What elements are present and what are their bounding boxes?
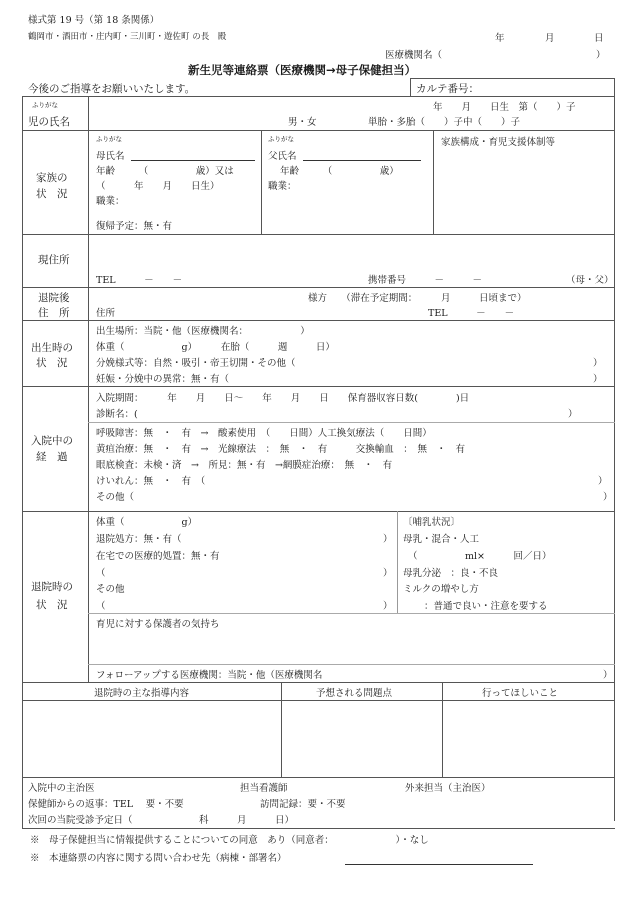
address-mobile: 携帯番号 － － — [368, 275, 483, 286]
father-age: 年齢 （ 歳） — [280, 166, 399, 177]
mother-birth: （ 年 月 日生） — [96, 181, 220, 192]
guidance-col3-header: 行ってほしいこと — [482, 688, 559, 699]
guidance-col-divider-1 — [281, 682, 282, 777]
other-close: ） — [603, 492, 613, 503]
convulsion-close: ） — [598, 476, 608, 487]
feeding-title: 〔哺乳状況〕 — [403, 517, 461, 528]
followup-close: ） — [603, 670, 613, 681]
diagnosis-close: ） — [568, 409, 578, 420]
guidance-content-field[interactable] — [26, 703, 278, 773]
chart-box-left — [410, 78, 411, 96]
father-job: 職業： — [268, 181, 297, 192]
form-number: 様式第 19 号（第 18 条関係） — [28, 15, 160, 26]
row-divider — [22, 130, 615, 131]
family-label-1: 家族の — [36, 172, 68, 184]
discharge-other-close: ） — [383, 601, 393, 612]
contact-field[interactable] — [345, 864, 533, 865]
course-label-2: 経 過 — [36, 451, 68, 463]
discharge-weight: 体重（ g） — [96, 517, 198, 528]
col-divider-support — [433, 130, 434, 234]
chart-box-top — [410, 78, 615, 79]
mother-name-label: 母氏名 — [96, 151, 125, 162]
nurse-in-charge: 担当看護師 — [240, 783, 288, 794]
address-mobile-who[interactable]: （母・父） — [566, 275, 614, 286]
institution-close: ） — [596, 50, 606, 61]
child-name-field[interactable] — [92, 98, 392, 128]
institution-label: 医療機関名（ — [385, 50, 443, 61]
discharge-other-open: （ — [96, 601, 106, 612]
row-divider — [22, 682, 615, 683]
birth-weight: 体重（ g） 在胎（ 週 日） — [96, 342, 335, 353]
birth-place[interactable]: 出生場所：当院・他（医療機関名： ） — [96, 326, 310, 337]
mother-furigana: ふりがな — [96, 135, 122, 143]
course-other: その他（ — [96, 492, 135, 503]
consent-note[interactable]: ※ 母子保健担当に情報提供することについての同意 あり（同意者： ）・なし — [30, 835, 429, 846]
pregnancy-abnormal[interactable]: 妊娠・分娩中の異常：無・有（ — [96, 374, 230, 385]
date-day: 日 — [594, 33, 604, 44]
fundus-exam[interactable]: 眼底検査：未検・済 → 所見：無・有 →網膜症治療： 無 ・ 有 — [96, 460, 393, 471]
label-column-divider — [88, 96, 89, 682]
home-care[interactable]: 在宅での医療的処置：無・有 — [96, 551, 220, 562]
addressee: 鶴岡市・酒田市・庄内町・三川町・遊佐町 の長 殿 — [28, 32, 227, 42]
table-top-border — [22, 96, 615, 97]
respiratory[interactable]: 呼吸障害：無 ・ 有 → 酸素使用 （ 日間）人工換気療法（ 日間） — [96, 428, 432, 439]
mother-return[interactable]: 復帰予定：無・有 — [96, 221, 173, 232]
post-discharge-tel: TEL － － — [428, 308, 515, 319]
nurse-reply[interactable]: 保健師からの返事：TEL 要・不要 — [28, 799, 184, 810]
guidance-col2-header: 予想される問題点 — [316, 688, 393, 699]
family-support: 家族構成・育児支援体制等 — [441, 137, 556, 148]
table-left-border — [22, 96, 23, 821]
outpatient-doctor: 外来担当（主治医） — [405, 783, 491, 794]
guidance-col-divider-2 — [442, 682, 443, 777]
child-sex[interactable]: 男・女 — [288, 117, 317, 128]
discharge-label-1: 退院時の — [31, 581, 73, 593]
sub-divider — [88, 422, 615, 423]
table-right-border — [614, 78, 615, 821]
address-field[interactable] — [92, 238, 610, 266]
chart-number-field[interactable] — [480, 80, 610, 95]
guidance-col1-header: 退院時の主な指導内容 — [94, 688, 190, 699]
birth-status-label-1: 出生時の — [31, 342, 73, 354]
post-discharge-label-2: 住 所 — [38, 307, 70, 319]
milk-secretion[interactable]: 母乳分泌 ：良・不良 — [403, 568, 499, 579]
convulsion[interactable]: けいれん：無 ・ 有 （ — [96, 476, 206, 487]
mother-age: 年齢 （ 歳）又は — [96, 166, 234, 177]
followup-institution[interactable]: フォローアップする医療機関：当院・他（医療機関名 — [96, 670, 323, 681]
address-label: 現住所 — [38, 254, 70, 266]
chart-number-label: カルテ番号： — [416, 83, 479, 95]
row-divider — [22, 777, 615, 778]
abnormal-close: ） — [593, 374, 603, 385]
home-care-close: ） — [383, 568, 393, 579]
child-birth: 年 月 日生 第（ ）子 — [433, 102, 576, 113]
birth-status-label-2: 状 況 — [36, 357, 68, 369]
home-care-open: （ — [96, 568, 106, 579]
request-text: 今後のご指導をお願いいたします。 — [28, 83, 196, 95]
discharge-other: その他 — [96, 584, 125, 595]
delivery-type[interactable]: 分娩様式等：自然・吸引・帝王切開・その他（ — [96, 358, 296, 369]
requests-field[interactable] — [446, 703, 611, 773]
father-furigana: ふりがな — [268, 135, 294, 143]
father-name-field[interactable] — [303, 160, 421, 161]
milk-increase: ミルクの増やし方 — [403, 584, 479, 595]
next-visit: 次回の当院受診予定日（ 科 月 日） — [28, 815, 295, 826]
expected-problems-field[interactable] — [285, 703, 439, 773]
jaundice[interactable]: 黄疸治療：無 ・ 有 → 光線療法 ： 無 ・ 有 交換輸血 ： 無 ・ 有 — [96, 444, 465, 455]
feeding-divider — [397, 511, 398, 613]
visit-record[interactable]: 訪問記録：要・不要 — [260, 799, 346, 810]
contact-note: ※ 本連絡票の内容に関する問い合わせ先（病棟・部署名） — [30, 853, 287, 864]
date-month: 月 — [545, 33, 555, 44]
discharge-label-2: 状 況 — [36, 599, 68, 611]
guardian-feelings-field[interactable] — [92, 632, 610, 662]
row-divider — [22, 234, 615, 235]
footer-left-border — [22, 777, 23, 828]
guardian-feelings: 育児に対する保護者の気持ち — [96, 619, 220, 630]
diagnosis: 診断名：( — [96, 409, 138, 420]
date-year: 年 — [495, 33, 505, 44]
page-title: 新生児等連絡票（医療機関→母子保健担当） — [188, 63, 417, 77]
sub-divider — [88, 664, 615, 665]
mother-job: 職業： — [96, 196, 125, 207]
address-tel: TEL － － — [96, 275, 183, 286]
table-bottom-border — [22, 828, 615, 829]
col-divider-father — [261, 130, 262, 234]
guidance-header-divider — [22, 700, 615, 701]
child-furigana: ふりがな — [32, 101, 58, 109]
post-discharge-address: 住所 — [96, 308, 116, 319]
row-divider — [22, 511, 615, 512]
discharge-prescription[interactable]: 退院処方：無・有（ — [96, 534, 182, 545]
child-name-label: 児の氏名 — [28, 116, 70, 128]
feeding-amount: （ ml× 回／日） — [408, 551, 552, 562]
attending-doctor: 入院中の主治医 — [28, 783, 95, 794]
course-label-1: 入院中の — [31, 435, 73, 447]
mother-name-field[interactable] — [131, 160, 255, 161]
row-divider — [22, 386, 615, 387]
feeding-type[interactable]: 母乳・混合・人工 — [403, 534, 480, 545]
family-label-2: 状 況 — [36, 188, 68, 200]
father-name-label: 父氏名 — [268, 151, 297, 162]
post-discharge-label-1: 退院後 — [38, 292, 70, 304]
prescription-close: ） — [383, 534, 393, 545]
row-divider — [22, 287, 615, 288]
delivery-close: ） — [593, 358, 603, 369]
family-support-field[interactable] — [438, 150, 610, 230]
post-discharge-sama: 様方 （滞在予定期間： 月 日頃まで） — [308, 293, 527, 304]
milk-increase-option[interactable]: ：普通で良い・注意を要する — [424, 601, 548, 612]
child-multiple[interactable]: 単胎・多胎（ ）子中（ ）子 — [368, 117, 521, 128]
row-divider — [22, 320, 615, 321]
hospital-period: 入院期間： 年 月 日～ 年 月 日 保育器収容日数( )日 — [96, 393, 470, 404]
sub-divider — [88, 613, 615, 614]
